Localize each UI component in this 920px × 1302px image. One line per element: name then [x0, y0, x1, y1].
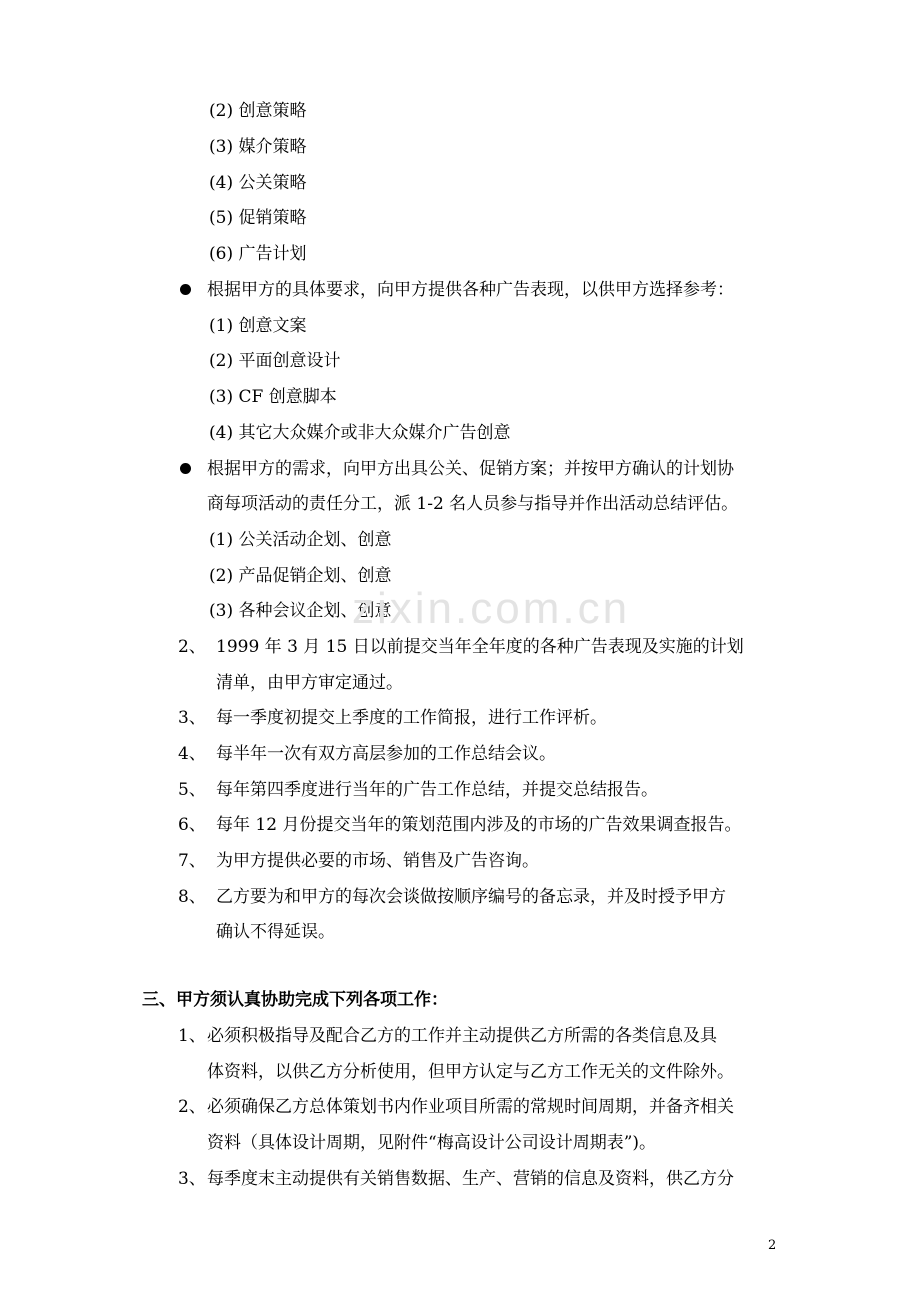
- list-item: (3) CF 创意脚本: [209, 387, 337, 407]
- item-text: 清单，由甲方审定通过。: [216, 673, 403, 693]
- item-number: 7、: [178, 851, 206, 871]
- list-item: (4) 其它大众媒介或非大众媒介广告创意: [209, 423, 511, 443]
- item-number: 8、: [178, 887, 206, 907]
- list-item: (5) 促销策略: [209, 208, 307, 228]
- list-item: (1) 创意文案: [209, 316, 307, 336]
- item-text: 每年第四季度进行当年的广告工作总结，并提交总结报告。: [216, 780, 658, 800]
- list-item: (3) 媒介策略: [209, 137, 307, 157]
- item-text: 必须积极指导及配合乙方的工作并主动提供乙方所需的各类信息及具: [207, 1026, 717, 1046]
- item-number: 2、: [178, 1097, 206, 1117]
- item-text: 资料（具体设计周期，见附件“梅高设计公司设计周期表”)。: [207, 1133, 657, 1153]
- item-text: 每年 12 月份提交当年的策划范围内涉及的市场的广告效果调查报告。: [216, 815, 742, 835]
- bullet-marker: [180, 463, 191, 474]
- list-item: (6) 广告计划: [209, 244, 307, 264]
- item-text: 每一季度初提交上季度的工作简报，进行工作评析。: [216, 708, 607, 728]
- item-text: 每半年一次有双方高层参加的工作总结会议。: [216, 744, 556, 764]
- bullet-text: 根据甲方的具体要求，向甲方提供各种广告表现，以供甲方选择参考：: [207, 280, 734, 300]
- list-item: (2) 平面创意设计: [209, 351, 341, 371]
- list-item: (2) 创意策略: [209, 101, 307, 121]
- item-text: 体资料，以供乙方分析使用，但甲方认定与乙方工作无关的文件除外。: [207, 1062, 734, 1082]
- bullet-text: 商每项活动的责任分工，派 1-2 名人员参与指导并作出活动总结评估。: [207, 494, 739, 514]
- item-text: 每季度末主动提供有关销售数据、生产、营销的信息及资料，供乙方分: [207, 1169, 734, 1189]
- item-number: 2、: [178, 637, 206, 657]
- list-item: (3) 各种会议企划、创意: [209, 601, 392, 621]
- page-number: 2: [768, 1238, 777, 1253]
- item-number: 4、: [178, 744, 206, 764]
- item-text: 确认不得延误。: [216, 922, 335, 942]
- item-text: 必须确保乙方总体策划书内作业项目所需的常规时间周期，并备齐相关: [207, 1097, 734, 1117]
- item-number: 1、: [178, 1026, 206, 1046]
- bullet-text: 根据甲方的需求，向甲方出具公关、促销方案；并按甲方确认的计划协: [207, 459, 734, 479]
- item-number: 3、: [178, 1169, 206, 1189]
- item-number: 6、: [178, 815, 206, 835]
- list-item: (1) 公关活动企划、创意: [209, 530, 392, 550]
- item-number: 3、: [178, 708, 206, 728]
- bullet-marker: [180, 284, 191, 295]
- item-text: 为甲方提供必要的市场、销售及广告咨询。: [216, 851, 539, 871]
- section-heading: 三、甲方须认真协助完成下列各项工作：: [142, 990, 448, 1010]
- item-number: 5、: [178, 780, 206, 800]
- item-text: 1999 年 3 月 15 日以前提交当年全年度的各种广告表现及实施的计划: [216, 637, 744, 657]
- list-item: (2) 产品促销企划、创意: [209, 566, 392, 586]
- item-text: 乙方要为和甲方的每次会谈做按顺序编号的备忘录，并及时授予甲方: [216, 887, 726, 907]
- list-item: (4) 公关策略: [209, 173, 307, 193]
- watermark: zixin.com.cn: [352, 584, 631, 633]
